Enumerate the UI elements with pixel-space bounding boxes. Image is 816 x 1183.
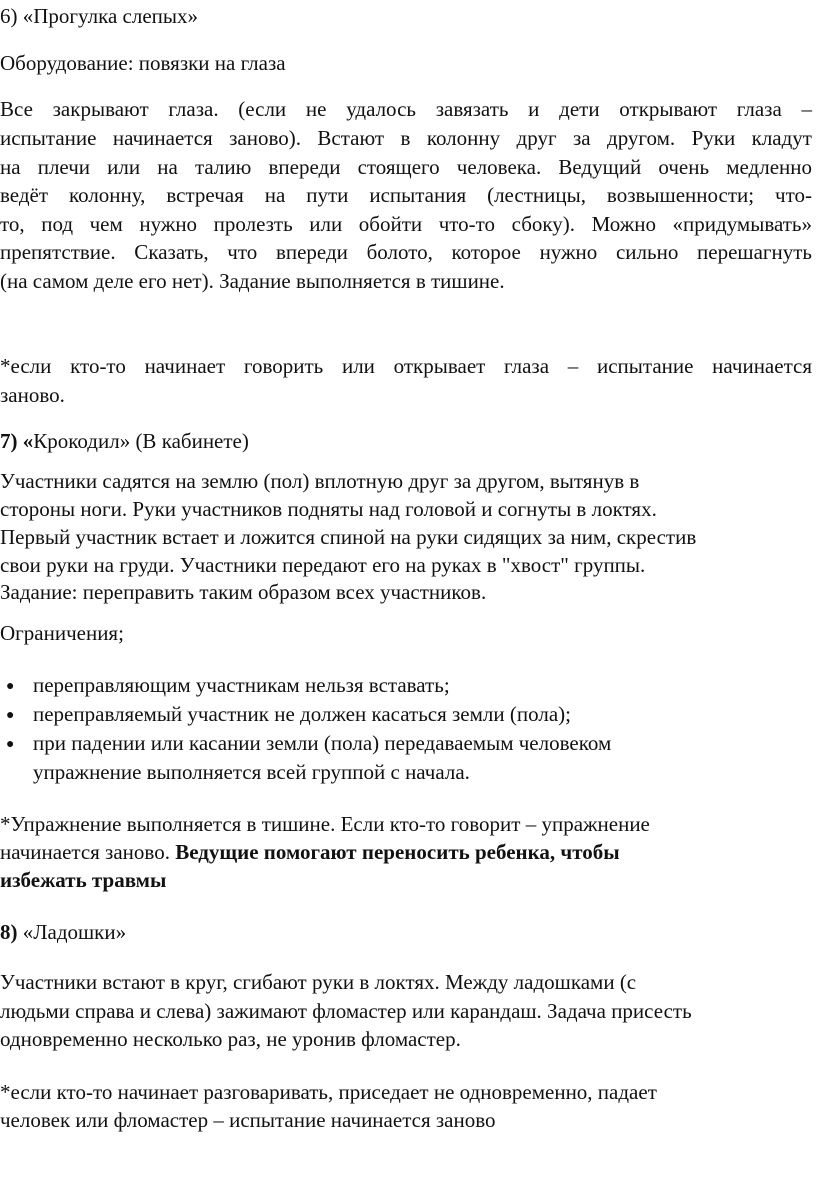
section8-body-line: одновременно несколько раз, не уронив фломастер. [0,1027,461,1051]
section6-body-line: на плечи или на талию впереди стоящего человека. Ведущий очень медленно [0,155,812,179]
section8-body-line: Участники встают в круг, сгибают руки в локтях. Между ладошками (с [0,970,637,994]
section8-note-line: человек или фломастер – испытание начинается заново [0,1108,496,1132]
section8-heading-number: 8) [0,920,18,944]
section7-note-line [0,838,620,866]
section7-note-plain: начинается заново. [0,840,176,864]
section8-heading-title: «Ладошки» [17,920,127,944]
bullet-icon: ● [6,708,15,723]
section7-note-bold: избежать травмы [0,868,167,892]
section8-heading [0,918,126,946]
section7-note-line [0,866,166,894]
section7-restrictions-label: Ограничения; [0,621,124,645]
list-item-text: при падении или касании земли (пола) передаваемым человеком [33,731,612,755]
section7-heading-title: Крокодил» (В кабинете) [33,429,249,453]
section7-heading [0,427,249,455]
section7-note-bold: Ведущие помогают переносить ребенка, чтобы [175,840,620,864]
list-item-text: упражнение выполняется всей группой с начала. [33,760,470,784]
section6-note-line: *если кто-то начинает говорить или открывает глаза – испытание начинается [0,354,812,378]
section6-body-line: препятствие. Сказать, что впереди болото, которое нужно сильно перешагнуть [0,240,812,264]
section6-note-line: заново. [0,383,65,407]
bullet-icon: ● [6,737,15,752]
section6-body-line: (на самом деле его нет). Задание выполняется в тишине. [0,269,505,293]
section7-body-line: свои руки на груди. Участники передают его на руках в "хвост" группы. [0,553,646,577]
section7-body-line: Задание: переправить таким образом всех участников. [0,580,487,604]
bullet-icon: ● [6,679,15,694]
section6-body-line: ведёт колонну, встречая на пути испытания (лестницы, возвышенности; что- [0,183,812,207]
section6-heading: 6) «Прогулка слепых» [0,4,199,28]
section7-body-line: Первый участник встает и ложится спиной на руки сидящих за ним, скрестив [0,525,697,549]
section6-body-line: Все закрывают глаза. (если не удалось завязать и дети открывают глаза – [0,97,812,121]
section7-note-line: *Упражнение выполняется в тишине. Если кто-то говорит – упражнение [0,812,650,836]
section6-equipment: Оборудование: повязки на глаза [0,51,286,75]
list-item-text: переправляемый участник не должен касаться земли (пола); [33,702,571,726]
list-item-text: переправляющим участникам нельзя вставать; [33,673,450,697]
section8-note-line: *если кто-то начинает разговаривать, приседает не одновременно, падает [0,1080,657,1104]
section7-body-line: стороны ноги. Руки участников подняты над головой и согнуты в локтях. [0,497,657,521]
section7-body-line: Участники садятся на землю (пол) вплотную друг за другом, вытянув в [0,469,640,493]
section6-body-line: то, под чем нужно пролезть или обойти что-то сбоку). Можно «придумывать» [0,212,812,236]
section7-heading-number: 7) « [0,429,34,453]
section8-body-line: людьми справа и слева) зажимают фломастер или карандаш. Задача присесть [0,999,692,1023]
section6-body-line: испытание начинается заново). Встают в колонну друг за другом. Руки кладут [0,126,812,150]
